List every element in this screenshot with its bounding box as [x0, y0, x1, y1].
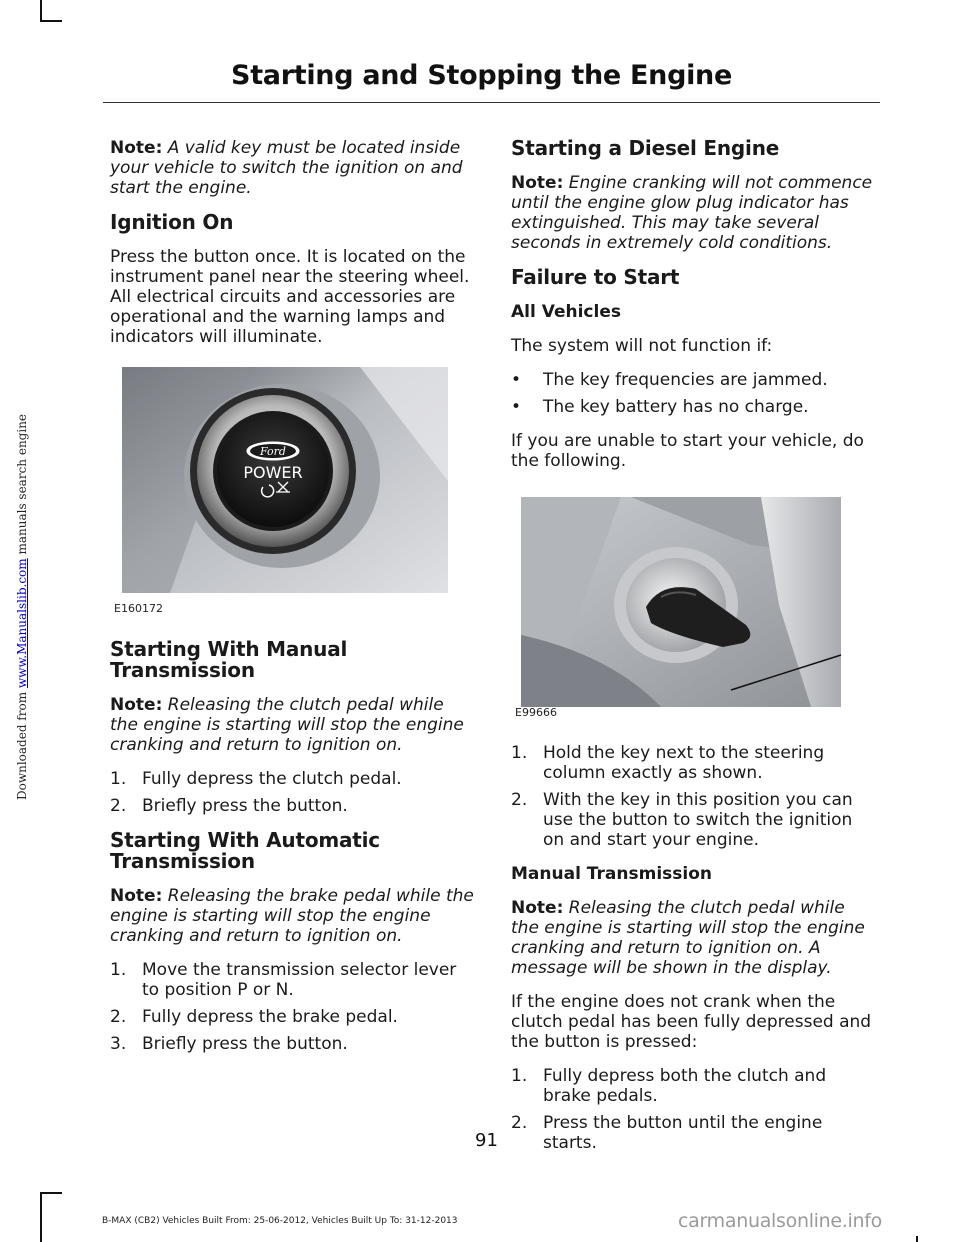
crop-mark-top-left-h [40, 20, 62, 22]
list-item [511, 790, 876, 850]
key-steps-list [511, 743, 876, 850]
step-text: With the key in this position you can use the button to switch the ignition on and start your engine. [543, 790, 853, 850]
step-text: Briefly press the button. [142, 796, 348, 816]
heading-failure-to-start: Failure to Start [511, 265, 680, 289]
list-item [110, 960, 475, 1000]
note-clutch [110, 695, 475, 755]
page-title: Starting and Stopping the Engine [231, 60, 732, 91]
title-divider [103, 102, 880, 103]
side-download-label [15, 397, 29, 817]
step-number: 2. [511, 1113, 528, 1133]
step-text: Hold the key next to the steering column exactly as shown. [543, 743, 825, 783]
figure-code: E160172 [114, 602, 163, 615]
ford-logo-text: Ford [260, 445, 286, 458]
note-label: Note: [110, 886, 163, 906]
ignition-on-body: Press the button once. It is located on the instrument panel near the steering wheel. All electrical circuits and accessories are operational and the warning lamps and indicators will illuminate. [110, 247, 470, 347]
manualslib-link[interactable]: www.Manualslib.com [15, 558, 29, 689]
footer-vehicle-info: B-MAX (CB2) Vehicles Built From: 25-06-2012, Vehicles Built Up To: 31-12-2013 [102, 1216, 458, 1226]
right-column [511, 138, 876, 1167]
note-text: A valid key must be located inside your vehicle to switch the ignition on and start the engine. [110, 138, 463, 198]
list-item [110, 1034, 475, 1054]
key-steering-illustration [511, 485, 856, 723]
note-glow-plug [511, 173, 876, 253]
step-text: Fully depress both the clutch and brake pedals. [543, 1066, 827, 1106]
step-text: Briefly press the button. [142, 1034, 348, 1054]
step-number: 1. [110, 769, 127, 789]
step-text: Fully depress the brake pedal. [142, 1007, 398, 1027]
list-item [511, 743, 876, 783]
note-valid-key [110, 138, 475, 198]
step-text: Press the button until the engine starts. [543, 1113, 823, 1153]
list-item [110, 1007, 475, 1027]
manual-steps-list [110, 769, 475, 816]
automatic-steps-list [110, 960, 475, 1054]
crank-steps-list [511, 1066, 876, 1153]
side-label-prefix: Downloaded from [15, 688, 29, 801]
step-number: 3. [110, 1034, 127, 1054]
crop-mark-bottom-left-v [40, 1192, 42, 1242]
list-item [511, 370, 876, 390]
crop-mark-bottom-right-v [916, 1236, 918, 1242]
note-brake [110, 886, 475, 946]
crop-mark-bottom-left-h [40, 1192, 62, 1194]
note-text: Engine cranking will not commence until the engine glow plug indicator has extinguished. This may take several seconds in extremely cold conditions. [511, 173, 873, 253]
heading-manual-transmission-right: Manual Transmission [511, 864, 713, 884]
step-number: 1. [110, 960, 127, 980]
list-item [110, 796, 475, 816]
step-text: Fully depress the clutch pedal. [142, 769, 402, 789]
note-text: Releasing the clutch pedal while the engine is starting will stop the engine cranking and return to ignition on. A message will be shown in the display. [511, 898, 865, 978]
step-number: 2. [110, 796, 127, 816]
note-clutch-display [511, 898, 876, 978]
step-number: 2. [511, 790, 528, 810]
heading-ignition-on: Ignition On [110, 210, 234, 234]
note-text: Releasing the brake pedal while the engine is starting will stop the engine cranking and return to ignition on. [110, 886, 474, 946]
heading-diesel-engine: Starting a Diesel Engine [511, 136, 780, 160]
crop-mark-top-left-v [40, 0, 42, 22]
list-item [511, 1113, 876, 1153]
figure-power-button [110, 361, 475, 619]
bullet-mark: • [511, 397, 522, 417]
note-label: Note: [110, 138, 163, 158]
bullet-mark: • [511, 370, 522, 390]
list-item [511, 1066, 876, 1106]
page-number: 91 [475, 1130, 498, 1151]
bullet-text: The key battery has no charge. [543, 397, 809, 417]
system-text: The system will not function if: [511, 336, 773, 356]
note-label: Note: [110, 695, 163, 715]
power-button-illustration [110, 361, 455, 619]
figure-key-steering-column [511, 485, 876, 723]
power-button-text: POWER [243, 463, 303, 482]
list-item [511, 397, 876, 417]
unable-text: If you are unable to start your vehicle, do the following. [511, 431, 864, 471]
watermark: carmanualsonline.info [678, 1210, 882, 1232]
heading-automatic-transmission: Starting With Automatic Transmission [110, 828, 380, 873]
crank-text: If the engine does not crank when the clutch pedal has been fully depressed and the button is pressed: [511, 992, 872, 1052]
failure-bullets [511, 370, 876, 417]
note-label: Note: [511, 173, 564, 193]
note-label: Note: [511, 898, 564, 918]
note-text: Releasing the clutch pedal while the engine is starting will stop the engine cranking and return to ignition on. [110, 695, 464, 755]
figure-code: E99666 [515, 706, 557, 719]
heading-manual-transmission: Starting With Manual Transmission [110, 637, 348, 682]
step-number: 2. [110, 1007, 127, 1027]
heading-all-vehicles: All Vehicles [511, 302, 621, 322]
left-column [110, 138, 475, 1068]
list-item [110, 769, 475, 789]
step-text: Move the transmission selector lever to position P or N. [142, 960, 457, 1000]
bullet-text: The key frequencies are jammed. [543, 370, 828, 390]
side-label-suffix: manuals search engine [15, 413, 29, 559]
step-number: 1. [511, 1066, 528, 1086]
step-number: 1. [511, 743, 528, 763]
